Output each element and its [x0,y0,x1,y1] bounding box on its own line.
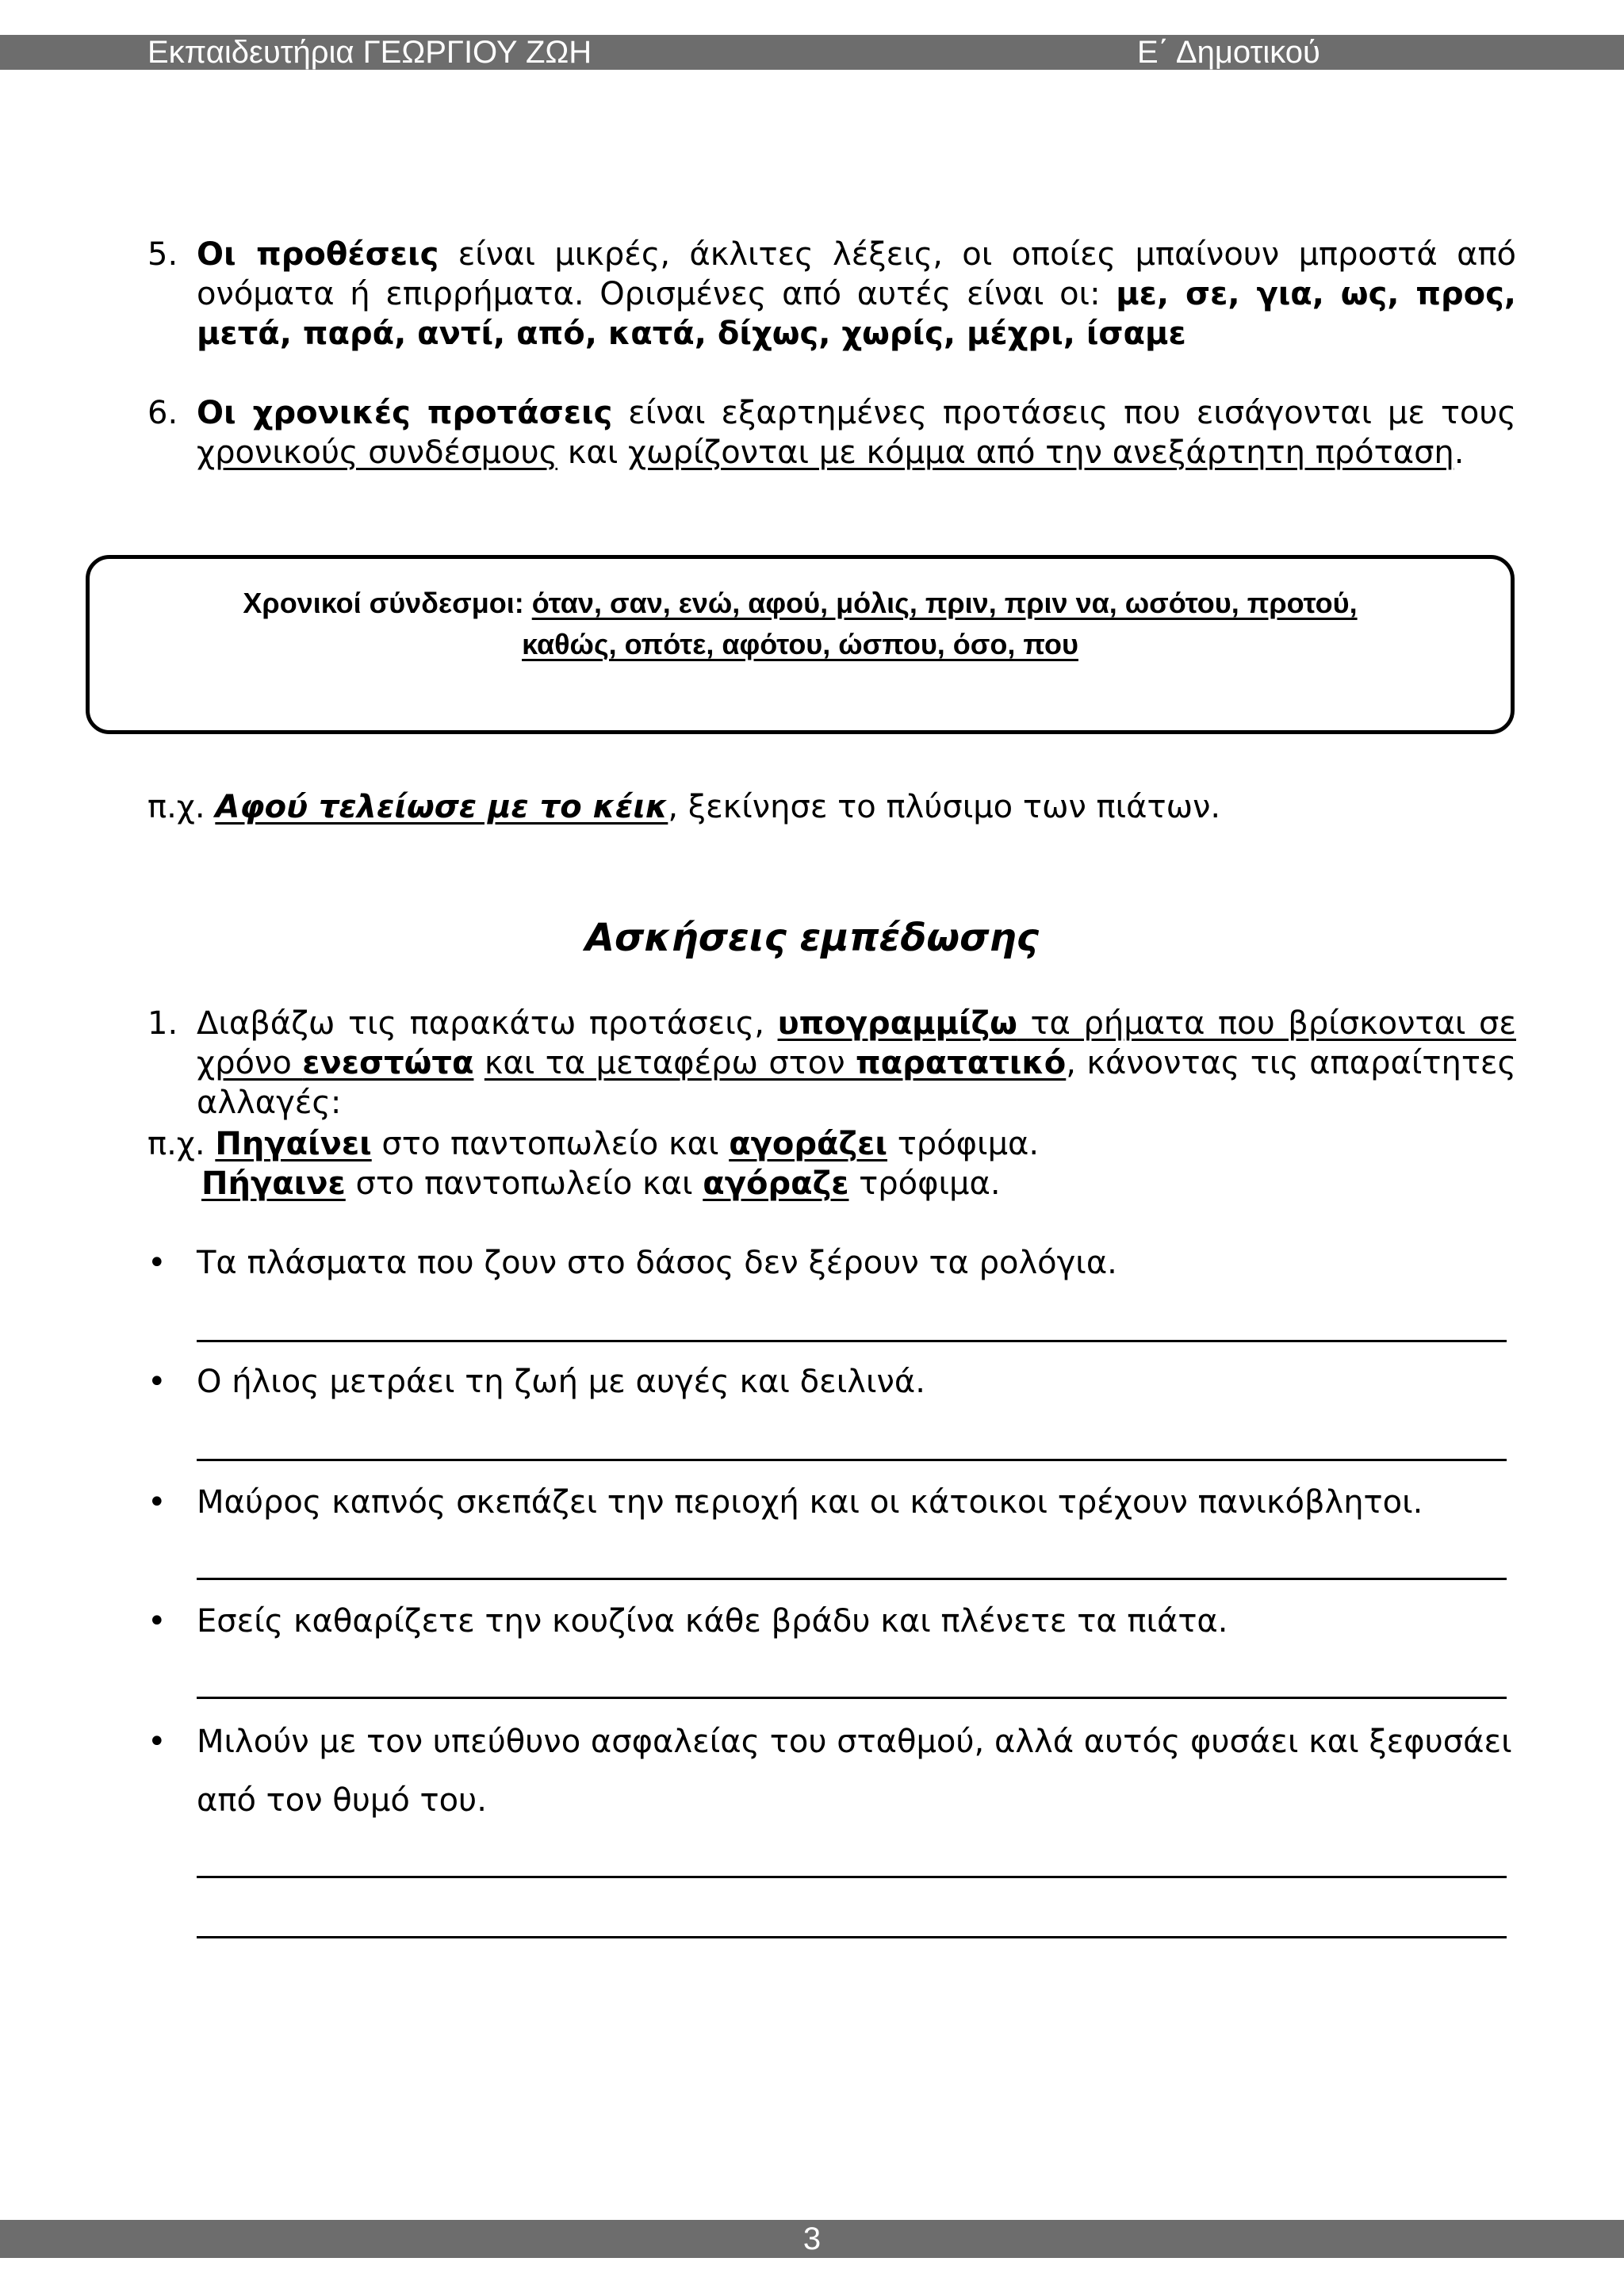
example-rest: , ξεκίνησε το πλύσιμο των πιάτων. [668,789,1221,825]
definition: είναι μικρές, άκλιτες λέξεις, οι οποίες μπαίνουν μπροστά από ονόματα ή επιρρήματα. Ορισμένες από αυτές είναι οι: [197,236,1516,312]
underlined-phrase: τα ρήματα που βρίσκονται σε χρόνο [197,1005,1516,1081]
sentence-1: Τα πλάσματα που ζουν στο δάσος δεν ξέρουν τα ρολόγια. [197,1245,1117,1281]
space-text [473,1045,484,1081]
item-number: 6. [147,395,178,431]
example-line [147,787,1220,827]
term: Οι χρονικές προτάσεις [197,395,613,431]
box-label: Χρονικοί σύνδεσμοι: [243,587,532,619]
keyword: υπογραμμίζω [777,1005,1017,1042]
example-clause: Αφού τελείωσε με το κέικ [215,789,668,825]
conjunction-list: καθώς, οπότε, αφότου, ώσπου, όσο, που [522,628,1078,660]
item-6 [147,393,1516,473]
section-heading: Ασκήσεις εμπέδωσης [584,916,1040,960]
underlined-phrase: χρονικούς συνδέσμους [197,434,558,471]
exercise-number: 1. [147,1005,178,1042]
bullet-icon: • [147,1603,167,1640]
bullet-icon: • [147,1484,167,1521]
answer-line-2[interactable] [197,1459,1507,1461]
answer-line-4[interactable] [197,1697,1507,1699]
item-text [197,393,1516,473]
exercise-instructions [197,1004,1516,1123]
example-past [201,1164,1001,1203]
sentence-2: Ο ήλιος μετράει τη ζωή με αυγές και δειλινά. [197,1364,925,1400]
page-footer [0,2220,1624,2258]
page-header [0,35,1624,70]
item-text [197,235,1516,354]
answer-line-3[interactable] [197,1578,1507,1580]
conjunction-list: όταν, σαν, ενώ, αφού, μόλις, πριν, πριν να, ωσότου, προτού, [531,587,1358,619]
page-number: 3 [802,2221,822,2256]
example-text: τρόφιμα. [887,1126,1040,1162]
period: . [1454,434,1465,471]
definition: είναι εξαρτημένες προτάσεις που εισάγονται με τους [612,395,1516,431]
verb: αγοράζει [729,1126,887,1162]
keyword: παρατατικό [856,1045,1067,1081]
answer-line-5[interactable] [197,1876,1507,1878]
verb: Πηγαίνει [215,1126,372,1162]
verb: αγόραζε [703,1165,849,1202]
example-text: στο παντοπωλείο και [371,1126,730,1162]
preposition-list: με, σε, για, ως, προς, μετά, παρά, αντί, από, κατά, δίχως, χωρίς, μέχρι, ίσαμε [197,276,1516,352]
example-prefix: π.χ. [147,1126,216,1162]
example-present [147,1124,1039,1164]
keyword: ενεστώτα [302,1045,474,1081]
exercise-1 [147,1004,1516,1123]
underlined-phrase: και τα μεταφέρω στον [484,1045,856,1081]
item-number: 5. [147,236,178,273]
connector-text: και [557,434,628,471]
box-line-2 [90,624,1511,665]
school-name: Εκπαιδευτήρια ΓΕΩΡΓΙΟΥ ΖΩΗ [147,35,592,70]
example-text: στο παντοπωλείο και [345,1165,703,1202]
example-prefix: π.χ. [147,789,216,825]
answer-line-1[interactable] [197,1340,1507,1342]
answer-line-6[interactable] [197,1936,1507,1938]
item-5 [147,235,1516,354]
bullet-icon: • [147,1245,167,1281]
verb: Πήγαινε [201,1165,346,1202]
sentence-4: Εσείς καθαρίζετε την κουζίνα κάθε βράδυ και πλένετε τα πιάτα. [197,1603,1228,1640]
sentence-5: Μιλούν με τον υπεύθυνο ασφαλείας του σταθμού, αλλά αυτός φυσάει και ξεφυσάει από τον θυμό του. [197,1724,1512,1819]
conjunctions-box [86,555,1515,734]
term: Οι προθέσεις [197,236,439,273]
sentence-3: Μαύρος καπνός σκεπάζει την περιοχή και οι κάτοικοι τρέχουν πανικόβλητοι. [197,1484,1423,1521]
underlined-phrase: χωρίζονται με κόμμα από την ανεξάρτητη πρόταση [627,434,1454,471]
bullet-icon: • [147,1364,167,1400]
grade-label: Ε΄ Δημοτικού [1137,35,1320,70]
example-text: τρόφιμα. [848,1165,1001,1202]
instruction-text: Διαβάζω τις παρακάτω προτάσεις, [197,1005,778,1042]
box-line-1 [90,583,1511,624]
bullet-icon: • [147,1724,167,1760]
instruction-text: , κάνοντας τις απαραίτητες αλλαγές: [197,1045,1517,1121]
